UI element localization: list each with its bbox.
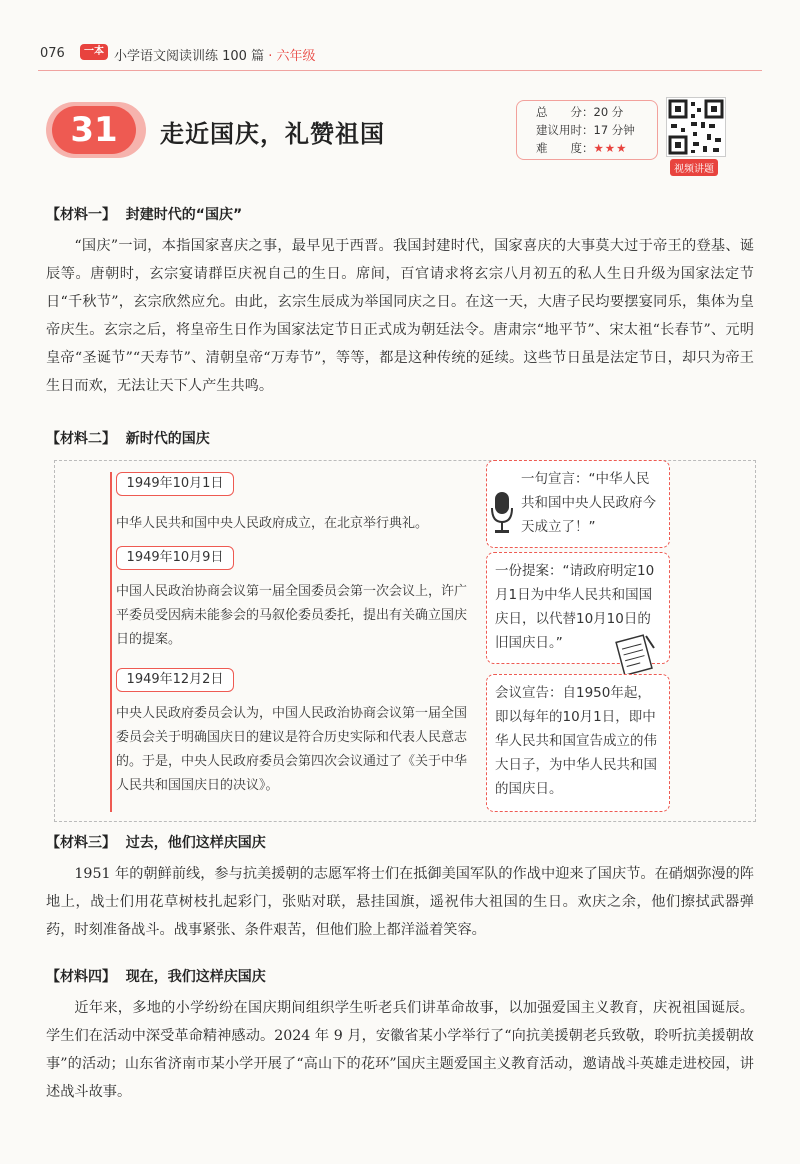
material3-title: 过去，他们这样庆国庆 bbox=[125, 835, 266, 851]
lesson-title: 走近国庆，礼赞祖国 bbox=[160, 119, 385, 148]
timeline-event-1: 中华人民共和国中央人民政府成立，在北京举行典礼。 bbox=[116, 516, 429, 531]
material4-label: 【材料四】 bbox=[46, 969, 116, 985]
score-value: 20 分 bbox=[593, 105, 624, 119]
material1-label: 【材料一】 bbox=[46, 207, 116, 223]
material1-title: 封建时代的“国庆” bbox=[125, 207, 243, 223]
difficulty-row bbox=[536, 140, 627, 156]
score-row bbox=[536, 104, 623, 120]
page-number: 076 bbox=[40, 46, 65, 61]
time-label: 建议用时： bbox=[536, 123, 594, 137]
timeline-line bbox=[110, 472, 112, 812]
declaration-card: 一句宣言：“中华人民共和国中央人民政府今天成立了！” bbox=[486, 460, 670, 548]
timeline-date-2: 1949年10月9日 bbox=[116, 546, 234, 570]
difficulty-label: 难 度： bbox=[536, 141, 594, 155]
series-name: 小学语文阅读训练 100 篇 bbox=[114, 49, 265, 64]
microphone-icon bbox=[490, 490, 514, 536]
material1-heading bbox=[46, 204, 242, 224]
timeline-date-3: 1949年12月2日 bbox=[116, 668, 234, 692]
timeline-date-1: 1949年10月1日 bbox=[116, 472, 234, 496]
material3-label: 【材料三】 bbox=[46, 835, 116, 851]
material2-label: 【材料二】 bbox=[46, 431, 116, 447]
time-row bbox=[536, 122, 635, 138]
proposal-card: 一份提案：“请政府明定10月1日为中华人民共和国国庆日，以代替10月10日的旧国庆日。” bbox=[486, 552, 670, 664]
series-logo: 一本 bbox=[80, 44, 108, 60]
series-title bbox=[114, 45, 316, 64]
material2-title: 新时代的国庆 bbox=[125, 431, 210, 447]
timeline-event-3: 中央人民政府委员会认为，中国人民政治协商会议第一届全国委员会关于明确国庆日的建议是符合历史实际和代表人民意志的。于是，中央人民政府委员会第四次会议通过了《关于中华人民共和国国庆日的决议》。 bbox=[116, 706, 468, 793]
announcement-card: 会议宣告：自1950年起，即以每年的10月1日，即中华人民共和国宣告成立的伟大日子，为中华人民共和国的国庆日。 bbox=[486, 674, 670, 812]
material3-text: 1951 年的朝鲜前线，参与抗美援朝的志愿军将士们在抵御美国军队的作战中迎来了国庆节。在硝烟弥漫的阵地上，战士们用花草树枝扎起彩门，张贴对联，悬挂国旗，遥祝伟大祖国的生日。欢庆之余，他们擦拭武器弹药，时刻准备战斗。战事紧张、条件艰苦，但他们脸上都洋溢着笑容。 bbox=[46, 866, 754, 938]
difficulty-stars: ★★★ bbox=[593, 141, 628, 155]
header-divider bbox=[38, 70, 762, 71]
timeline-event-2: 中国人民政治协商会议第一届全国委员会第一次会议上，许广平委员受因病未能参会的马叙伦委员委托，提出有关确立国庆日的提案。 bbox=[116, 584, 468, 647]
document-icon bbox=[612, 632, 658, 678]
score-label: 总 分： bbox=[536, 105, 594, 119]
material4-heading bbox=[46, 966, 266, 986]
series-separator: · bbox=[264, 49, 277, 64]
time-value: 17 分钟 bbox=[593, 123, 635, 137]
material4-title: 现在，我们这样庆国庆 bbox=[125, 969, 266, 985]
video-explain-label[interactable]: 视频讲题 bbox=[670, 159, 718, 176]
qr-code-icon[interactable] bbox=[666, 97, 726, 157]
grade-label: 六年级 bbox=[276, 49, 316, 64]
material1-text: “国庆”一词，本指国家喜庆之事，最早见于西晋。我国封建时代，国家喜庆的大事莫大过于帝王的登基、诞辰等。唐朝时，玄宗宴请群臣庆祝自己的生日。席间，百官请求将玄宗八月初五的私人生日升级为国家法定节日“千秋节”，玄宗欣然应允。由此，玄宗生辰成为举国同庆之日。在这一天，大唐子民均要摆宴同乐，集体为皇帝庆生。玄宗之后，将皇帝生日作为国家法定节日正式成为朝廷法令。唐肃宗“地平节”、宋太祖“长春节”、元明皇帝“圣诞节”“天寿节”、清朝皇帝“万寿节”，等等，都是这种传统的延续。这些节日虽是法定节日，却只为帝王生日而欢，无法让天下人产生共鸣。 bbox=[46, 238, 754, 394]
material3-heading bbox=[46, 832, 266, 852]
lesson-number: 31 bbox=[52, 106, 136, 154]
material2-heading bbox=[46, 428, 210, 448]
material4-text: 近年来，多地的小学纷纷在国庆期间组织学生听老兵们讲革命故事，以加强爱国主义教育，庆祝祖国诞辰。学生们在活动中深受革命精神感动。2024 年 9 月，安徽省某小学举行了“向抗美援朝老兵致敬，聆听抗美援朝故事”的活动；山东省济南市某小学开展了“高山下的花环”国庆主题爱国主义教育活动，邀请战斗英雄走进校园，讲述战斗故事。 bbox=[46, 1000, 754, 1100]
